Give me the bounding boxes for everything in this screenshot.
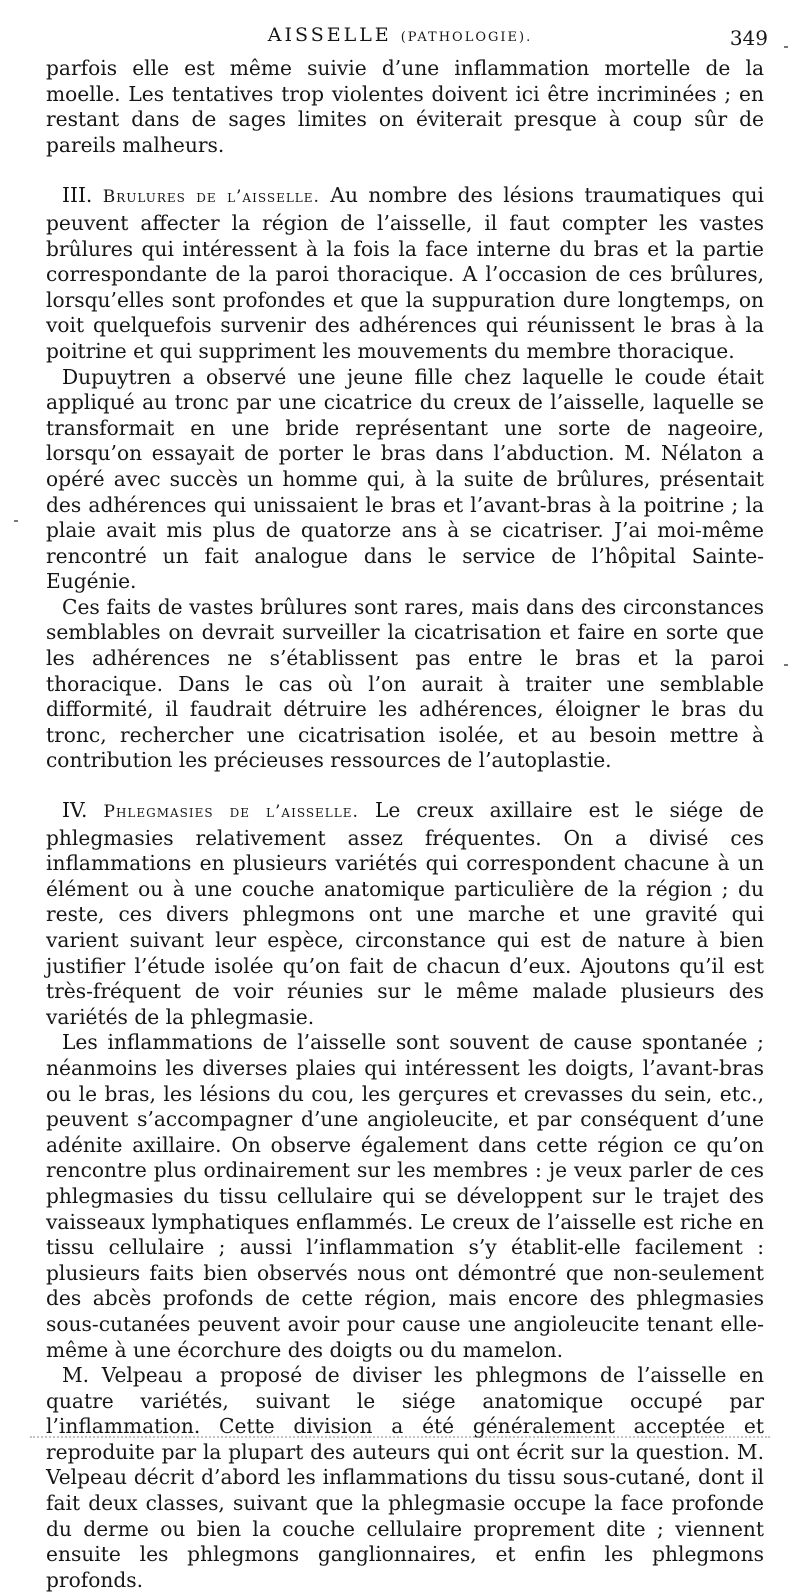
section-number-iii: III.: [62, 183, 93, 208]
margin-mark: [784, 664, 788, 666]
paragraph-inflammations: Les inflammations de l’aisselle sont souvent de cause spontanée ; néanmoins les diverses plaies qui intéressent les doigts, l’avant-bras ou le bras, les lésions du cou, les gerçures et crevasses du sein, etc., peuvent s’accompagner d’une angioleucite, et par conséquent d’une adénite axillaire. On observe également dans cette région ce qu’on rencontre plus ordinairement sur les membres : je veux parler de ces phlegmasies du tissu cellulaire qui se développent sur le trajet des vaisseaux lymphatiques enflammés. Le creux de l’aisselle est riche en tissu cellulaire ; aussi l’inflammation s’y établit-elle facilement : plusieurs faits bien observés nous ont démontré que non-seulement des abcès profonds de cette région, mais encore des phlegmasies sous-cutanées peuvent avoir pour cause une angioleucite tenant elle-même à une écorchure des doigts ou du mamelon.: [46, 1030, 764, 1362]
running-title: [0, 24, 800, 46]
section-heading-phlegmasia: Phlegmasies de l’aisselle.: [103, 802, 359, 823]
paragraph-dupuytren: Dupuytren a observé une jeune fille chez laquelle le coude était appliqué au tronc par une cicatrice du creux de l’aisselle, laquelle se transformait en une bride représentant une sorte de nageoire, lorsqu’on essayait de porter le bras dans l’abduction. M. Nélaton a opéré avec succès un homme qui, à la suite de brûlures, présentait des adhérences qui unissaient le bras et l’avant-bras à la poitrine ; la plaie avait mis plus de quatorze ans à se cicatriser. J’ai moi-même rencontré un fait analogue dans le service de l’hôpital Sainte-Eugénie.: [46, 364, 764, 594]
body-text: [46, 56, 764, 1593]
paragraph-phlegmasia-text: Le creux axillaire est le siége de phlegmasies relativement assez fréquentes. On a divisé ces inflammations en plusieurs variétés qui correspondent chacune à un élément ou à une couche anatomique particulière de la région ; du reste, ces divers phlegmons ont une marche et une gravité qui varient suivant leur espèce, circonstance qui est de nature à bien justifier l’étude isolée qu’on fait de chacun d’eux. Ajoutons qu’il est très-fréquent de voir réunies sur le même malade plusieurs des variétés de la phlegmasie.: [46, 798, 765, 1029]
paragraph-burns-text: Au nombre des lésions traumatiques qui peuvent affecter la région de l’aisselle, il faut compter les vastes brûlures qui intéressent à la fois la face interne du bras et la partie correspondante de la paroi thoracique. A l’occasion de ces brûlures, lorsqu’elles sont profondes et que la suppuration dure longtemps, on voit quelquefois survenir des adhérences qui réunissent le bras à la poitrine et qui suppriment les mouvements du membre thoracique.: [46, 183, 765, 363]
page-number: 349: [729, 26, 768, 50]
paragraph-velpeau: M. Velpeau a proposé de diviser les phlegmons de l’aisselle en quatre variétés, suivant le siége anatomique occupé par l’inflammation. Cette division a été généralement acceptée et reproduite par la plupart des auteurs qui ont écrit sur la question. M. Velpeau décrit d’abord les inflammations du tissu sous-cutané, dont il fait deux classes, suivant que la phlegmasie occupe la face profonde du derme ou bien la couche cellulaire proprement dite ; viennent ensuite les phlegmons ganglionnaires, et enfin les phlegmons profonds.: [46, 1363, 764, 1592]
margin-mark: [784, 46, 788, 48]
running-title-main: AISSELLE: [267, 24, 392, 46]
running-head: [0, 24, 800, 54]
section-number-iv: IV.: [62, 798, 88, 823]
running-title-sub: (PATHOLOGIE).: [400, 30, 533, 45]
paragraph-rare-burns: Ces faits de vastes brûlures sont rares, mais dans des circonstances semblables on devrait surveiller la cicatrisation et faire en sorte que les adhérences ne s’établissent pas entre le bras et la paroi thoracique. Dans le cas où l’on aurait à traiter une semblable difformité, il faudrait détruire les adhérences, éloigner le bras du tronc, rechercher une cicatrisation isolée, et au besoin mettre à contribution les précieuses ressources de l’autoplastie.: [46, 594, 764, 773]
paragraph-phlegmasia-intro: [46, 798, 764, 1030]
margin-mark: [14, 520, 18, 522]
paragraph-burns-intro: [46, 183, 764, 364]
footer-scan-marks: [30, 1436, 770, 1441]
section-heading-burns: Brulures de l’aisselle.: [102, 187, 320, 208]
paragraph-continuation: parfois elle est même suivie d’une inflammation mortelle de la moelle. Les tentatives trop violentes doivent ici être incriminées ; en restant dans de sages limites on éviterait presque à coup sûr de pareils malheurs.: [46, 56, 764, 157]
